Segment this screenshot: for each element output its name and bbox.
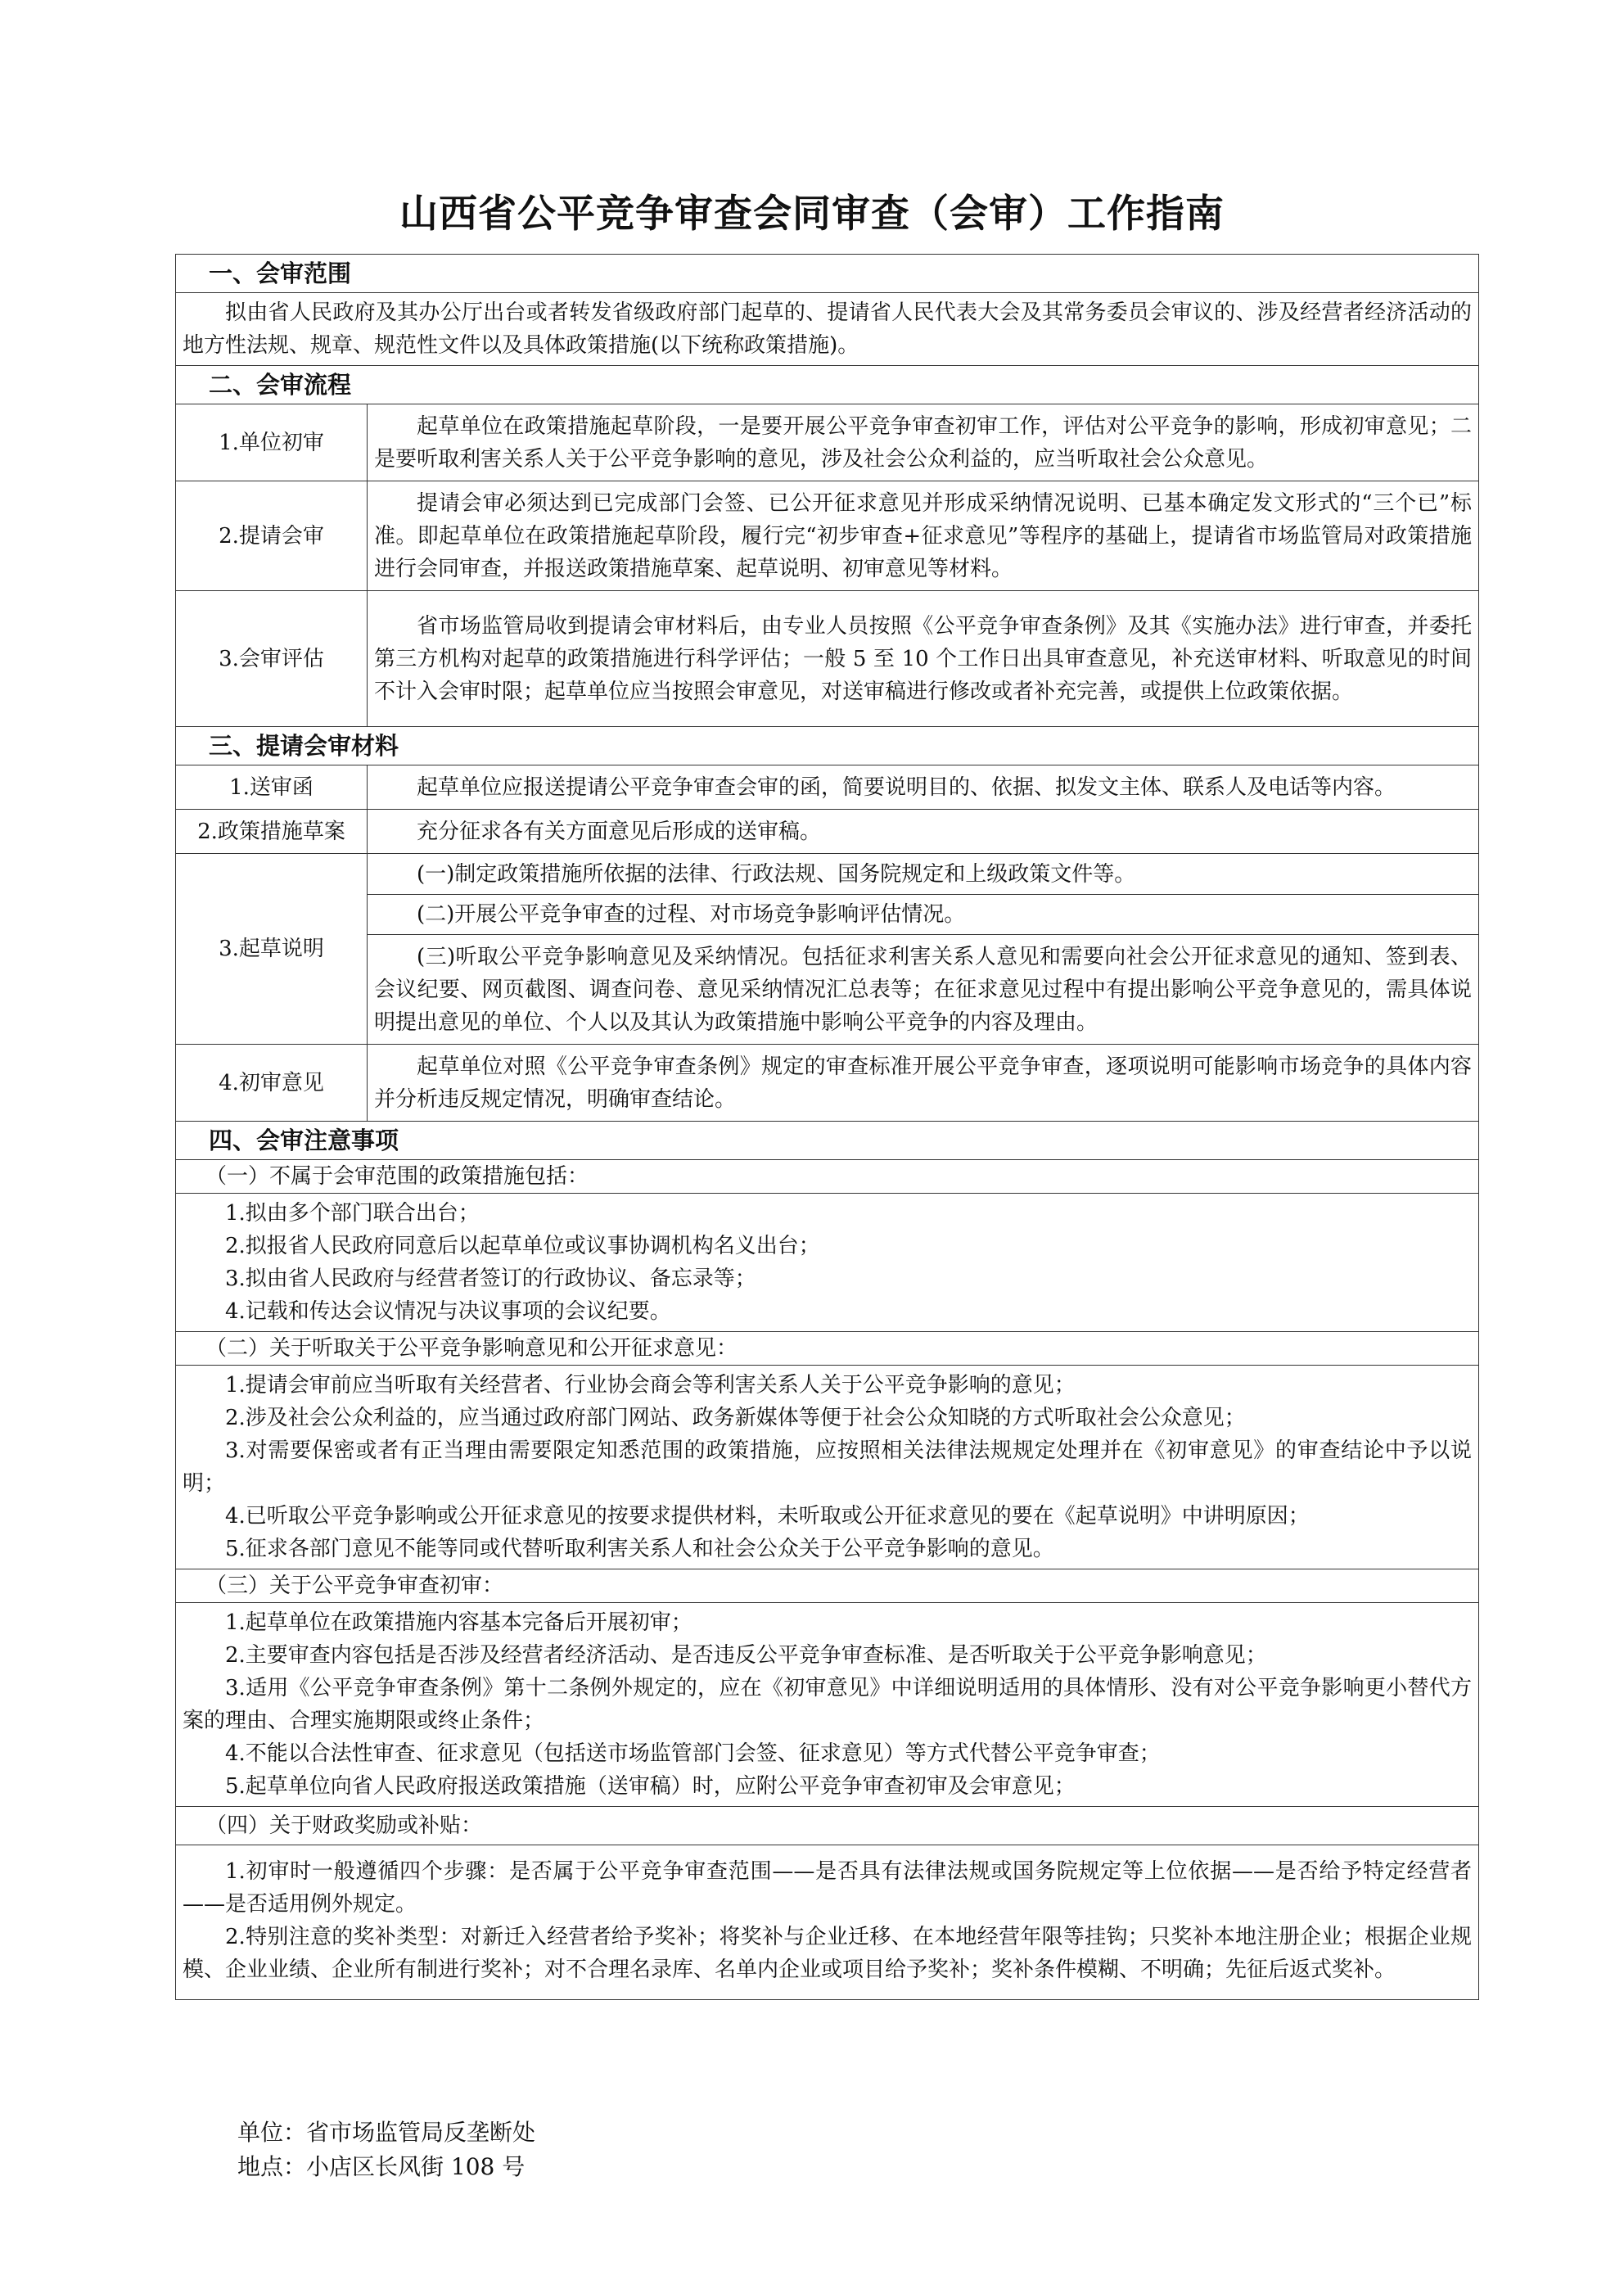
list-item: 3.适用《公平竞争审查条例》第十二条例外规定的，应在《初审意见》中详细说明适用的具体情形、没有对公平竞争影响更小替代方案的理由、合理实施期限或终止条件；: [183, 1676, 1473, 1733]
row-text: 起草单位应报送提请公平竞争审查会审的函，简要说明目的、依据、拟发文主体、联系人及电话等内容。: [368, 765, 1479, 810]
subsection-list: [176, 1194, 1479, 1332]
subsection-list: [176, 1603, 1479, 1807]
section-heading-process: 二、会审流程: [176, 366, 1479, 404]
row-text: (一)制定政策措施所依据的法律、行政法规、国务院规定和上级政策文件等。: [368, 854, 1479, 895]
row-text: 起草单位在政策措施起草阶段，一是要开展公平竞争审查初审工作，评估对公平竞争的影响，形成初审意见；二是要听取利害关系人关于公平竞争影响的意见，涉及社会公众利益的，应当听取社会公众意见。: [368, 404, 1479, 481]
list-item: 2.拟报省人民政府同意后以起草单位或议事协调机构名义出台；: [225, 1234, 820, 1258]
row-text: 提请会审必须达到已完成部门会签、已公开征求意见并形成采纳情况说明、已基本确定发文形式的“三个已”标准。即起草单位在政策措施起草阶段，履行完“初步审查+征求意见”等程序的基础上，提请省市场监管局对政策措施进行会同审查，并报送政策措施草案、起草说明、初审意见等材料。: [368, 481, 1479, 591]
subsection-title: （三）关于公平竞争审查初审：: [176, 1569, 1479, 1603]
footer: [237, 2116, 535, 2184]
list-item: 4.记载和传达会议情况与决议事项的会议纪要。: [225, 1299, 671, 1324]
scope-text: 拟由省人民政府及其办公厅出台或者转发省级政府部门起草的、提请省人民代表大会及其常务委员会审议的、涉及经营者经济活动的地方性法规、规章、规范性文件以及具体政策措施(以下统称政策措施)。: [176, 293, 1479, 366]
row-label: 4.初审意见: [176, 1045, 368, 1122]
list-item: 2.涉及社会公众利益的，应当通过政府部门网站、政务新媒体等便于社会公众知晓的方式听取社会公众意见；: [225, 1406, 1246, 1430]
list-item: 1.起草单位在政策措施内容基本完备后开展初审；: [225, 1610, 692, 1635]
subsection-title: （一）不属于会审范围的政策措施包括：: [176, 1160, 1479, 1194]
list-item: 1.初审时一般遵循四个步骤：是否属于公平竞争审查范围——是否具有法律法规或国务院规定等上位依据——是否给予特定经营者——是否适用例外规定。: [183, 1859, 1473, 1917]
section-heading-notes: 四、会审注意事项: [176, 1122, 1479, 1160]
page-title: 山西省公平竞争审查会同审查（会审）工作指南: [399, 192, 1225, 237]
subsection-list: [176, 1845, 1479, 2000]
row-text: 充分征求各有关方面意见后形成的送审稿。: [368, 810, 1479, 854]
list-item: 4.不能以合法性审查、征求意见（包括送市场监管部门会签、征求意见）等方式代替公平竞争审查；: [225, 1741, 1161, 1766]
row-text: (三)听取公平竞争影响意见及采纳情况。包括征求利害关系人意见和需要向社会公开征求意见的通知、签到表、会议纪要、网页截图、调查问卷、意见采纳情况汇总表等；在征求意见过程中有提出影响公平竞争意见的，需具体说明提出意见的单位、个人以及其认为政策措施中影响公平竞争的内容及理由。: [368, 935, 1479, 1045]
subsection-title: （二）关于听取关于公平竞争影响意见和公开征求意见：: [176, 1332, 1479, 1366]
section-heading-materials: 三、提请会审材料: [176, 727, 1479, 765]
section-heading-scope: 一、会审范围: [176, 255, 1479, 293]
row-label: 3.起草说明: [176, 854, 368, 1045]
subsection-list: [176, 1366, 1479, 1569]
row-label: 1.送审函: [176, 765, 368, 810]
list-item: 5.征求各部门意见不能等同或代替听取利害关系人和社会公众关于公平竞争影响的意见。: [225, 1537, 1054, 1561]
list-item: 2.主要审查内容包括是否涉及经营者经济活动、是否违反公平竞争审查标准、是否听取关于公平竞争影响意见；: [225, 1643, 1267, 1668]
row-label: 2.提请会审: [176, 481, 368, 591]
row-text: 省市场监管局收到提请会审材料后，由专业人员按照《公平竞争审查条例》及其《实施办法》进行审查，并委托第三方机构对起草的政策措施进行科学评估；一般 5 至 10 个工作日出具审查意见，补充送审材料、听取意见的时间不计入会审时限；起草单位应当按照会审意见，对送审稿进行修改或者补充完善，或提供上位政策依据。: [368, 591, 1479, 727]
list-item: 5.起草单位向省人民政府报送政策措施（送审稿）时，应附公平竞争审查初审及会审意见；: [225, 1774, 1076, 1799]
row-label: 2.政策措施草案: [176, 810, 368, 854]
footer-unit: 单位：省市场监管局反垄断处: [237, 2119, 536, 2146]
list-item: 4.已听取公平竞争影响或公开征求意见的按要求提供材料，未听取或公开征求意见的要在《起草说明》中讲明原因；: [225, 1504, 1310, 1529]
row-text: (二)开展公平竞争审查的过程、对市场竞争影响评估情况。: [368, 895, 1479, 935]
list-item: 3.对需要保密或者有正当理由需要限定知悉范围的政策措施，应按照相关法律法规规定处理并在《初审意见》的审查结论中予以说明；: [183, 1438, 1473, 1496]
list-item: 3.拟由省人民政府与经营者签订的行政协议、备忘录等；: [225, 1267, 756, 1291]
row-label: 1.单位初审: [176, 404, 368, 481]
list-item: 1.提请会审前应当听取有关经营者、行业协会商会等利害关系人关于公平竞争影响的意见；: [225, 1373, 1076, 1398]
footer-address: 地点：小店区长风街 108 号: [237, 2153, 526, 2180]
subsection-title: （四）关于财政奖励或补贴：: [176, 1807, 1479, 1845]
guide-table: [175, 254, 1479, 2000]
row-text: 起草单位对照《公平竞争审查条例》规定的审查标准开展公平竞争审查，逐项说明可能影响市场竞争的具体内容并分析违反规定情况，明确审查结论。: [368, 1045, 1479, 1122]
list-item: 1.拟由多个部门联合出台；: [225, 1201, 480, 1226]
list-item: 2.特别注意的奖补类型：对新迁入经营者给予奖补；将奖补与企业迁移、在本地经营年限等挂钩；只奖补本地注册企业；根据企业规模、企业业绩、企业所有制进行奖补；对不合理名录库、名单内企业或项目给予奖补；奖补条件模糊、不明确；先征后返式奖补。: [183, 1925, 1473, 1982]
row-label: 3.会审评估: [176, 591, 368, 727]
